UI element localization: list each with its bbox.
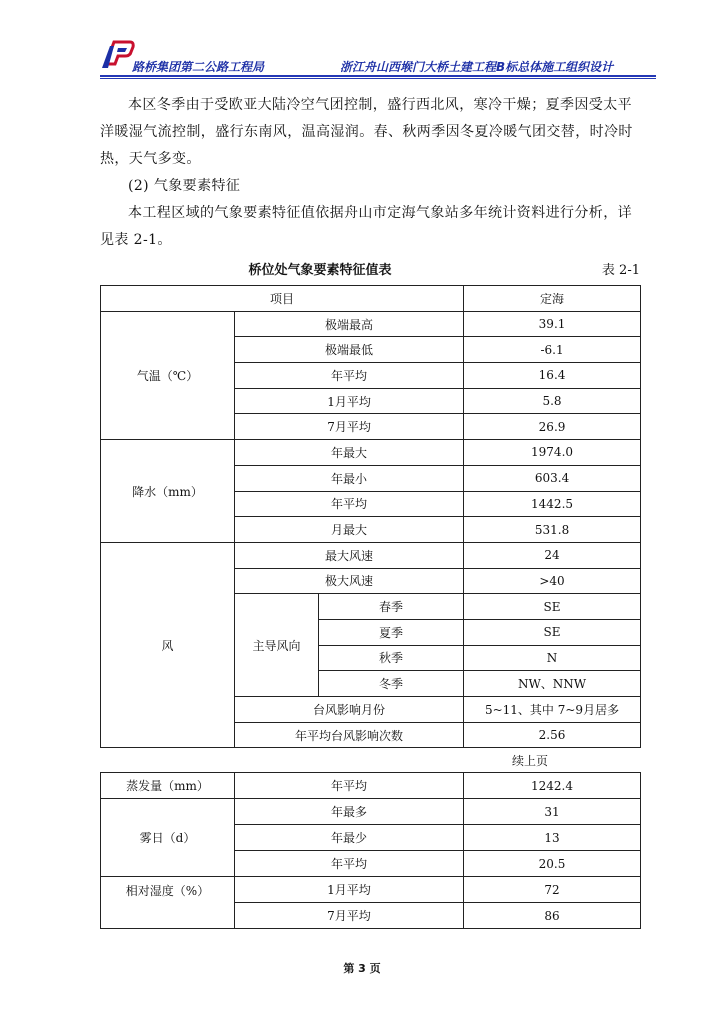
row-value: 20.5 xyxy=(464,851,641,877)
row-value: 24 xyxy=(464,542,641,568)
row-item: 年最少 xyxy=(235,825,464,851)
row-item: 月最大 xyxy=(235,517,464,543)
row-item: 1月平均 xyxy=(235,388,464,414)
row-item: 极端最高 xyxy=(235,311,464,337)
row-item: 年平均 xyxy=(235,491,464,517)
company-logo-icon xyxy=(100,34,136,70)
header-document-title: 浙江舟山西堠门大桥土建工程B标总体施工组织设计 xyxy=(340,60,614,74)
row-value: 13 xyxy=(464,825,641,851)
row-value: -6.1 xyxy=(464,337,641,363)
table-row xyxy=(101,799,641,825)
row-value: 1242.4 xyxy=(464,773,641,799)
row-value: 72 xyxy=(464,877,641,903)
row-value: SE xyxy=(464,594,641,620)
page-number: 第 3 页 xyxy=(343,962,381,975)
temperature-label: 气温（℃） xyxy=(101,311,235,439)
row-value: 5.8 xyxy=(464,388,641,414)
row-value: 1974.0 xyxy=(464,440,641,466)
row-item: 年最小 xyxy=(235,465,464,491)
continued-note: 续上页 xyxy=(511,754,548,768)
table-caption xyxy=(100,257,640,279)
wind-direction-label: 主导风向 xyxy=(235,594,319,697)
row-item: 最大风速 xyxy=(235,542,464,568)
table-row xyxy=(101,542,641,568)
header-rule-thin xyxy=(100,78,656,79)
row-value: NW、NNW xyxy=(464,671,641,697)
row-value: 1442.5 xyxy=(464,491,641,517)
weather-table xyxy=(100,285,641,748)
table-row xyxy=(101,773,641,799)
header-item-cell: 项目 xyxy=(101,286,464,312)
row-value: SE xyxy=(464,619,641,645)
row-item: 春季 xyxy=(319,594,464,620)
wind-label: 风 xyxy=(101,542,235,748)
row-item: 年最多 xyxy=(235,799,464,825)
fog-label: 雾日（d） xyxy=(101,799,235,877)
header-station-cell: 定海 xyxy=(464,286,641,312)
table-row xyxy=(101,877,641,903)
page-header xyxy=(100,34,656,80)
row-value: 5~11、其中 7~9月居多 xyxy=(464,697,641,723)
header-rule xyxy=(100,75,656,77)
row-item: 年平均 xyxy=(235,363,464,389)
evaporation-label: 蒸发量（mm） xyxy=(101,773,235,799)
row-item: 7月平均 xyxy=(235,414,464,440)
table-header-row xyxy=(101,286,641,312)
humidity-label: 相对湿度（%） xyxy=(101,877,235,929)
row-item: 年平均 xyxy=(235,851,464,877)
table-number: 表 2-1 xyxy=(601,263,640,278)
weather-table-continued xyxy=(100,772,641,929)
row-item: 年平均台风影响次数 xyxy=(235,722,464,748)
row-value: 26.9 xyxy=(464,414,641,440)
row-item: 7月平均 xyxy=(235,903,464,929)
row-value: 39.1 xyxy=(464,311,641,337)
header-company-name: 路桥集团第二公路工程局 xyxy=(132,60,265,74)
row-value: 16.4 xyxy=(464,363,641,389)
row-value: N xyxy=(464,645,641,671)
row-item: 年最大 xyxy=(235,440,464,466)
table-row xyxy=(101,440,641,466)
row-item: 夏季 xyxy=(319,619,464,645)
row-value: >40 xyxy=(464,568,641,594)
row-value: 531.8 xyxy=(464,517,641,543)
row-item: 台风影响月份 xyxy=(235,697,464,723)
row-value: 603.4 xyxy=(464,465,641,491)
row-item: 冬季 xyxy=(319,671,464,697)
row-item: 年平均 xyxy=(235,773,464,799)
row-item: 极端最低 xyxy=(235,337,464,363)
row-value: 31 xyxy=(464,799,641,825)
table-row xyxy=(101,311,641,337)
row-value: 2.56 xyxy=(464,722,641,748)
intro-paragraph: 本工程区域的气象要素特征值依据舟山市定海气象站多年统计资料进行分析，详见表 2-1。 xyxy=(100,205,632,248)
section-heading: (2) 气象要素特征 xyxy=(128,178,241,194)
row-item: 1月平均 xyxy=(235,877,464,903)
table-title: 桥位处气象要素特征值表 xyxy=(248,263,392,278)
row-item: 极大风速 xyxy=(235,568,464,594)
climate-paragraph: 本区冬季由于受欧亚大陆冷空气团控制，盛行西北风，寒冷干燥；夏季因受太平洋暖湿气流控制，盛行东南风，温高湿润。春、秋两季因冬夏冷暖气团交替，时冷时热，天气多变。 xyxy=(100,97,633,167)
rainfall-label: 降水（mm） xyxy=(101,440,235,543)
row-value: 86 xyxy=(464,903,641,929)
row-item: 秋季 xyxy=(319,645,464,671)
